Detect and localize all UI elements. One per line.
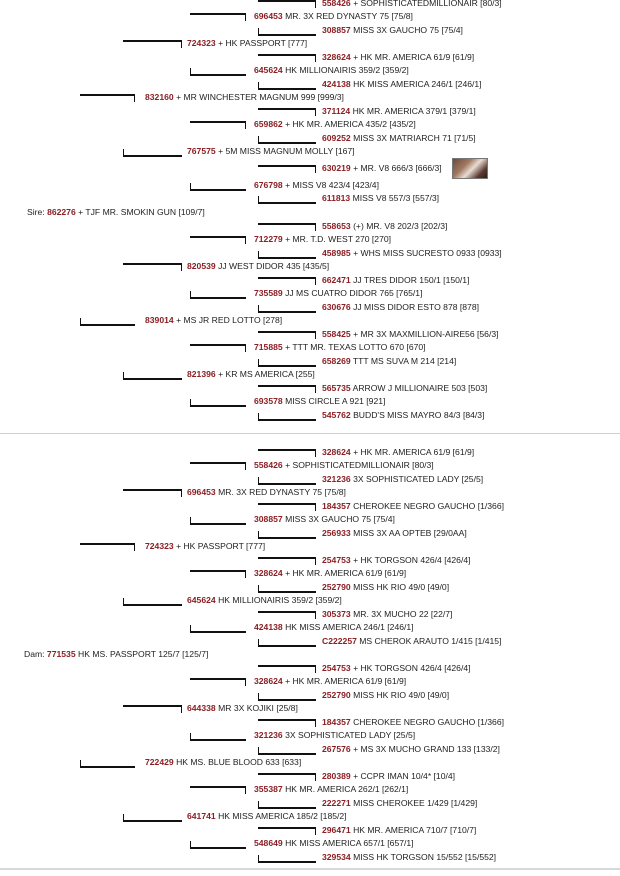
pedigree-entry xyxy=(254,11,413,22)
pedigree-connector-line xyxy=(80,760,135,768)
animal-name: MISS HK RIO 49/0 [49/0] xyxy=(350,690,450,700)
registration-number-link[interactable]: 645624 xyxy=(254,65,283,75)
pedigree-entry xyxy=(322,133,476,144)
pedigree-connector-line xyxy=(258,305,316,313)
pedigree-connector-line xyxy=(258,54,316,62)
pedigree-entry xyxy=(254,288,422,299)
pedigree-connector-line xyxy=(190,344,246,352)
registration-number-link[interactable]: 321236 xyxy=(254,730,283,740)
pedigree-entry xyxy=(322,528,467,539)
registration-number-link[interactable]: 659862 xyxy=(254,119,283,129)
registration-number-link[interactable]: 328624 xyxy=(322,447,351,457)
animal-name: MISS 3X AA OPTEB [29/0AA] xyxy=(350,528,467,538)
pedigree-entry xyxy=(322,474,483,485)
pedigree-entry xyxy=(322,383,487,394)
registration-number-link[interactable]: 696453 xyxy=(254,11,283,21)
animal-name: + MS 3X MUCHO GRAND 133 [133/2] xyxy=(350,744,500,754)
pedigree-entry xyxy=(187,487,346,498)
pedigree-connector-line xyxy=(190,68,246,76)
pedigree-entry xyxy=(145,541,265,552)
animal-name: MISS CHEROKEE 1/429 [1/429] xyxy=(350,798,478,808)
pedigree-entry xyxy=(254,676,406,687)
animal-name: + MS JR RED LOTTO [278] xyxy=(173,315,283,325)
animal-name: + WHS MISS SUCRESTO 0933 [0933] xyxy=(350,248,502,258)
animal-name: + HK PASSPORT [777] xyxy=(215,38,308,48)
pedigree-entry xyxy=(322,275,469,286)
registration-number-link[interactable]: 821396 xyxy=(187,369,216,379)
section-divider xyxy=(0,433,620,434)
registration-number-link[interactable]: 355387 xyxy=(254,784,283,794)
pedigree-connector-line xyxy=(258,827,316,835)
registration-number-link[interactable]: 641741 xyxy=(187,811,216,821)
pedigree-connector-line xyxy=(258,665,316,673)
registration-number-link[interactable]: 658269 xyxy=(322,356,351,366)
registration-number-link[interactable]: 296471 xyxy=(322,825,351,835)
registration-number-link[interactable]: 839014 xyxy=(145,315,174,325)
registration-number-link[interactable]: 254753 xyxy=(322,555,351,565)
pedigree-entry xyxy=(322,221,447,232)
pedigree-entry xyxy=(145,315,282,326)
pedigree-connector-line xyxy=(258,108,316,116)
pedigree-connector-line xyxy=(190,291,246,299)
pedigree-entry xyxy=(322,825,476,836)
animal-name: MS CHEROK ARAUTO 1/415 [1/415] xyxy=(356,636,502,646)
animal-name: + CCPR IMAN 10/4* [10/4] xyxy=(350,771,456,781)
animal-name: MISS V8 557/3 [557/3] xyxy=(350,193,440,203)
registration-number-link[interactable]: 305373 xyxy=(322,609,351,619)
pedigree-connector-line xyxy=(190,733,246,741)
pedigree-entry xyxy=(322,663,471,674)
pedigree-connector-line xyxy=(123,705,182,713)
pedigree-connector-line xyxy=(258,747,316,755)
animal-name: MISS 3X GAUCHO 75 [75/4] xyxy=(350,25,463,35)
animal-name: HK MR. AMERICA 262/1 [262/1] xyxy=(282,784,409,794)
pedigree-connector-line xyxy=(258,719,316,727)
pedigree-entry xyxy=(322,106,476,117)
pedigree-connector-line xyxy=(258,531,316,539)
pedigree-connector-line xyxy=(80,543,135,551)
pedigree-entry xyxy=(187,595,342,606)
pedigree-entry xyxy=(187,38,307,49)
registration-number-link[interactable]: 715885 xyxy=(254,342,283,352)
animal-name: + KR MS AMERICA [255] xyxy=(215,369,315,379)
animal-name: BUDD'S MISS MAYRO 84/3 [84/3] xyxy=(350,410,485,420)
registration-number-link[interactable]: 321236 xyxy=(322,474,351,484)
animal-name: HK MILLIONAIRIS 359/2 [359/2] xyxy=(215,595,342,605)
animal-name: HK MISS AMERICA 185/2 [185/2] xyxy=(215,811,347,821)
pedigree-connector-line xyxy=(190,786,246,794)
animal-name: ARROW J MILLIONAIRE 503 [503] xyxy=(350,383,488,393)
animal-name: + HK MR. AMERICA 61/9 [61/9] xyxy=(350,447,475,457)
pedigree-connector-line xyxy=(258,449,316,457)
pedigree-entry xyxy=(322,852,496,863)
registration-number-link[interactable]: 458985 xyxy=(322,248,351,258)
registration-number-link[interactable]: 254753 xyxy=(322,663,351,673)
pedigree-connector-line xyxy=(190,462,246,470)
pedigree-entry xyxy=(254,730,415,741)
registration-number-link[interactable]: 565735 xyxy=(322,383,351,393)
registration-number-link[interactable]: 724323 xyxy=(187,38,216,48)
pedigree-entry xyxy=(254,514,395,525)
pedigree-connector-line xyxy=(123,598,182,606)
registration-number-link[interactable]: 256933 xyxy=(322,528,351,538)
animal-name: + HK PASSPORT [777] xyxy=(173,541,266,551)
animal-name: (+) MR. V8 202/3 [202/3] xyxy=(350,221,448,231)
animal-name: CHEROKEE NEGRO GAUCHO [1/366] xyxy=(350,717,504,727)
registration-number-link[interactable]: 329534 xyxy=(322,852,351,862)
registration-number-link[interactable]: 222271 xyxy=(322,798,351,808)
pedigree-connector-line xyxy=(190,399,246,407)
pedigree-entry xyxy=(322,193,439,204)
pedigree-entry xyxy=(187,146,355,157)
pedigree-connector-line xyxy=(258,557,316,565)
animal-name: JJ MISS DIDOR ESTO 878 [878] xyxy=(350,302,480,312)
pedigree-entry xyxy=(322,302,479,313)
registration-number-link[interactable]: 771535 xyxy=(46,649,76,659)
pedigree-entry xyxy=(187,703,298,714)
registration-number-link[interactable]: 558426 xyxy=(322,0,351,8)
registration-number-link[interactable]: C222257 xyxy=(322,636,357,646)
sire-label: Sire: xyxy=(27,207,48,217)
pedigree-connector-line xyxy=(258,277,316,285)
pedigree-connector-line xyxy=(258,585,316,593)
pedigree-entry xyxy=(322,410,484,421)
pedigree-connector-line xyxy=(258,801,316,809)
pedigree-connector-line xyxy=(258,477,316,485)
animal-name: + HK MR. AMERICA 61/9 [61/9] xyxy=(282,676,407,686)
pedigree-connector-line xyxy=(258,165,316,173)
animal-name: MISS CIRCLE A 921 [921] xyxy=(282,396,386,406)
animal-name: + MISS V8 423/4 [423/4] xyxy=(282,180,379,190)
registration-number-link[interactable]: 630676 xyxy=(322,302,351,312)
animal-name: + MR. T.D. WEST 270 [270] xyxy=(282,234,392,244)
animal-name: JJ MS CUATRO DIDOR 765 [765/1] xyxy=(282,288,423,298)
pedigree-connector-line xyxy=(258,503,316,511)
pedigree-entry xyxy=(322,79,482,90)
pedigree-connector-line xyxy=(258,773,316,781)
animal-name: + HK MR. AMERICA 61/9 [61/9] xyxy=(350,52,475,62)
pedigree-connector-line xyxy=(80,318,135,326)
pedigree-connector-line xyxy=(190,570,246,578)
pedigree-connector-line xyxy=(123,40,182,48)
registration-number-link[interactable]: 328624 xyxy=(322,52,351,62)
pedigree-entry xyxy=(254,119,416,130)
pedigree-connector-line xyxy=(123,489,182,497)
pedigree-connector-line xyxy=(123,263,182,271)
dam-entry xyxy=(24,649,208,660)
pedigree-entry xyxy=(322,717,504,728)
registration-number-link[interactable]: 735589 xyxy=(254,288,283,298)
animal-name: HK MILLIONAIRIS 359/2 [359/2] xyxy=(282,65,409,75)
registration-number-link[interactable]: 184357 xyxy=(322,501,351,511)
registration-number-link[interactable]: 424138 xyxy=(322,79,351,89)
pedigree-connector-line xyxy=(258,223,316,231)
registration-number-link[interactable]: 308857 xyxy=(322,25,351,35)
pedigree-connector-line xyxy=(123,814,182,822)
pedigree-entry xyxy=(322,163,442,174)
pedigree-connector-line xyxy=(258,136,316,144)
animal-name: MR. 3X RED DYNASTY 75 [75/8] xyxy=(215,487,346,497)
pedigree-connector-line xyxy=(80,94,135,102)
registration-number-link[interactable]: 328624 xyxy=(254,568,283,578)
pedigree-entry xyxy=(322,447,474,458)
pedigree-connector-line xyxy=(258,251,316,259)
pedigree-connector-line xyxy=(190,625,246,633)
animal-name: + SOPHISTICATEDMILLIONAIR [80/3] xyxy=(350,0,502,8)
pedigree-connector-line xyxy=(258,611,316,619)
animal-name: MR. 3X RED DYNASTY 75 [75/8] xyxy=(282,11,413,21)
animal-name: + TTT MR. TEXAS LOTTO 670 [670] xyxy=(282,342,426,352)
registration-number-link[interactable]: 832160 xyxy=(145,92,174,102)
registration-number-link[interactable]: 545762 xyxy=(322,410,351,420)
pedigree-connector-line xyxy=(123,372,182,380)
pedigree-entry xyxy=(322,690,449,701)
animal-name: + 5M MISS MAGNUM MOLLY [167] xyxy=(215,146,355,156)
pedigree-entry xyxy=(322,501,504,512)
pedigree-connector-line xyxy=(258,693,316,701)
pedigree-connector-line xyxy=(190,183,246,191)
animal-name: HK MR. AMERICA 379/1 [379/1] xyxy=(350,106,476,116)
registration-number-link[interactable]: 328624 xyxy=(254,676,283,686)
pedigree-entry xyxy=(254,234,391,245)
pedigree-connector-line xyxy=(123,149,182,157)
pedigree-connector-line xyxy=(258,359,316,367)
pedigree-connector-line xyxy=(190,517,246,525)
animal-name: MR 3X KOJIKI [25/8] xyxy=(215,703,298,713)
pedigree-connector-line xyxy=(258,28,316,36)
pedigree-entry xyxy=(254,838,414,849)
animal-name: + MR WINCHESTER MAGNUM 999 [999/3] xyxy=(173,92,344,102)
registration-number-link[interactable]: 862276 xyxy=(47,207,76,217)
registration-number-link[interactable]: 712279 xyxy=(254,234,283,244)
animal-name: HK MS. BLUE BLOOD 633 [633] xyxy=(173,757,302,767)
pedigree-connector-line xyxy=(258,413,316,421)
animal-name: JJ TRES DIDOR 150/1 [150/1] xyxy=(350,275,470,285)
pedigree-entry xyxy=(322,609,452,620)
pedigree-connector-line xyxy=(190,841,246,849)
animal-name: MR. 3X MUCHO 22 [22/7] xyxy=(350,609,453,619)
pedigree-connector-line xyxy=(258,639,316,647)
registration-number-link[interactable]: 280389 xyxy=(322,771,351,781)
pedigree-connector-line xyxy=(190,678,246,686)
pedigree-entry xyxy=(187,261,329,272)
pedigree-entry xyxy=(254,65,409,76)
pedigree-connector-line xyxy=(258,0,316,8)
registration-number-link[interactable]: 424138 xyxy=(254,622,283,632)
registration-number-link[interactable]: 644338 xyxy=(187,703,216,713)
animal-name: + TJF MR. SMOKIN GUN [109/7] xyxy=(75,207,205,217)
registration-number-link[interactable]: 662471 xyxy=(322,275,351,285)
registration-number-link[interactable]: 630219 xyxy=(322,163,351,173)
animal-name: MISS HK TORGSON 15/552 [15/552] xyxy=(350,852,497,862)
dam-label: Dam: xyxy=(24,649,47,659)
pedigree-connector-line xyxy=(190,121,246,129)
registration-number-link[interactable]: 558653 xyxy=(322,221,351,231)
animal-name: HK MR. AMERICA 710/7 [710/7] xyxy=(350,825,477,835)
registration-number-link[interactable]: 371124 xyxy=(322,106,351,116)
pedigree-entry xyxy=(187,811,347,822)
pedigree-entry xyxy=(322,52,474,63)
pedigree-connector-line xyxy=(258,196,316,204)
pedigree-entry xyxy=(322,771,455,782)
animal-name: + MR. V8 666/3 [666/3] xyxy=(350,163,442,173)
pedigree-entry xyxy=(145,92,344,103)
pedigree-entry xyxy=(254,784,408,795)
pedigree-entry xyxy=(322,356,456,367)
registration-number-link[interactable]: 645624 xyxy=(187,595,216,605)
pedigree-entry xyxy=(322,0,502,9)
registration-number-link[interactable]: 767575 xyxy=(187,146,216,156)
bottom-divider xyxy=(0,868,620,870)
pedigree-entry xyxy=(322,582,449,593)
animal-name: TTT MS SUVA M 214 [214] xyxy=(350,356,457,366)
animal-name: 3X SOPHISTICATED LADY [25/5] xyxy=(350,474,484,484)
animal-name: + HK MR. AMERICA 61/9 [61/9] xyxy=(282,568,407,578)
registration-number-link[interactable]: 252790 xyxy=(322,582,351,592)
registration-number-link[interactable]: 676798 xyxy=(254,180,283,190)
animal-name: + HK TORGSON 426/4 [426/4] xyxy=(350,555,471,565)
registration-number-link[interactable]: 722429 xyxy=(145,757,174,767)
animal-photo-thumbnail[interactable] xyxy=(452,158,488,179)
animal-name: JJ WEST DIDOR 435 [435/5] xyxy=(215,261,330,271)
pedigree-connector-line xyxy=(190,13,246,21)
registration-number-link[interactable]: 820539 xyxy=(187,261,216,271)
animal-name: + HK TORGSON 426/4 [426/4] xyxy=(350,663,471,673)
pedigree-connector-line xyxy=(258,385,316,393)
animal-name: HK MS. PASSPORT 125/7 [125/7] xyxy=(75,649,209,659)
registration-number-link[interactable]: 611813 xyxy=(322,193,351,203)
pedigree-entry xyxy=(322,25,463,36)
registration-number-link[interactable]: 252790 xyxy=(322,690,351,700)
pedigree-entry xyxy=(322,636,501,647)
animal-name: 3X SOPHISTICATED LADY [25/5] xyxy=(282,730,416,740)
pedigree-connector-line xyxy=(190,236,246,244)
pedigree-entry xyxy=(322,744,500,755)
animal-name: MISS 3X GAUCHO 75 [75/4] xyxy=(282,514,395,524)
registration-number-link[interactable]: 548649 xyxy=(254,838,283,848)
animal-name: HK MISS AMERICA 246/1 [246/1] xyxy=(350,79,482,89)
pedigree-entry xyxy=(254,622,414,633)
animal-name: + HK MR. AMERICA 435/2 [435/2] xyxy=(282,119,416,129)
animal-name: MISS 3X MATRIARCH 71 [71/5] xyxy=(350,133,476,143)
pedigree-entry xyxy=(322,798,477,809)
registration-number-link[interactable]: 308857 xyxy=(254,514,283,524)
pedigree-entry xyxy=(322,329,499,340)
animal-name: + SOPHISTICATEDMILLIONAIR [80/3] xyxy=(282,460,434,470)
pedigree-entry xyxy=(254,460,434,471)
registration-number-link[interactable]: 696453 xyxy=(187,487,216,497)
animal-name: CHEROKEE NEGRO GAUCHO [1/366] xyxy=(350,501,504,511)
pedigree-entry xyxy=(254,568,406,579)
pedigree-connector-line xyxy=(258,331,316,339)
pedigree-entry xyxy=(254,342,426,353)
registration-number-link[interactable]: 184357 xyxy=(322,717,351,727)
pedigree-entry xyxy=(322,555,471,566)
registration-number-link[interactable]: 609252 xyxy=(322,133,351,143)
pedigree-connector-line xyxy=(258,855,316,863)
animal-name: MISS HK RIO 49/0 [49/0] xyxy=(350,582,450,592)
registration-number-link[interactable]: 558425 xyxy=(322,329,351,339)
registration-number-link[interactable]: 558426 xyxy=(254,460,283,470)
pedigree-entry xyxy=(145,757,301,768)
pedigree-entry xyxy=(322,248,502,259)
registration-number-link[interactable]: 693578 xyxy=(254,396,283,406)
pedigree-entry xyxy=(254,180,379,191)
registration-number-link[interactable]: 724323 xyxy=(145,541,174,551)
pedigree-entry xyxy=(187,369,315,380)
animal-name: + MR 3X MAXMILLION-AIRE56 [56/3] xyxy=(350,329,499,339)
pedigree-entry xyxy=(254,396,385,407)
animal-name: HK MISS AMERICA 246/1 [246/1] xyxy=(282,622,414,632)
sire-entry xyxy=(27,207,205,218)
registration-number-link[interactable]: 267576 xyxy=(322,744,351,754)
animal-name: HK MISS AMERICA 657/1 [657/1] xyxy=(282,838,414,848)
pedigree-connector-line xyxy=(258,82,316,90)
